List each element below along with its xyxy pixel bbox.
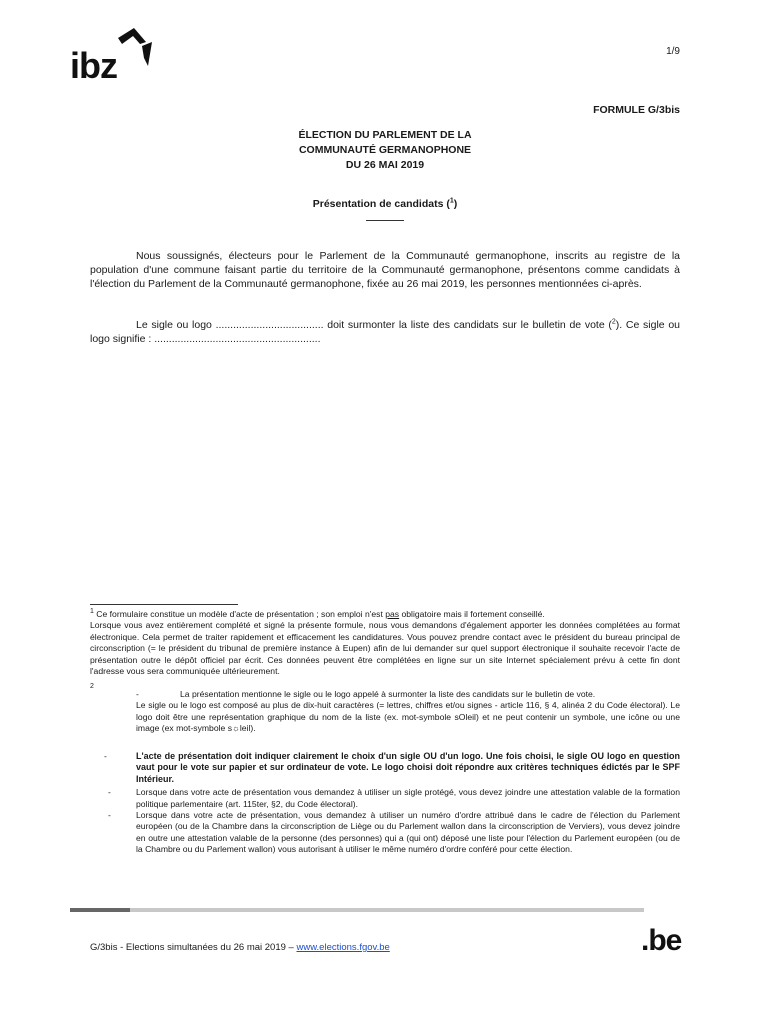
footnote-ref-2: 2 (611, 318, 616, 326)
footer-bar (70, 908, 644, 912)
list-item: - L'acte de présentation doit indiquer clairement le choix d'un sigle OU d'un logo. Une fois choisi, le sigle OU logo en question vaut pour le vote sur papier et sur ordinateur de vote. Le logo choisi doit répondre aux critères techniques édictés par le SPF Intérieur. (104, 751, 680, 784)
elections-link[interactable]: www.elections.fgov.be (296, 942, 390, 953)
footnote-bullets (104, 751, 680, 856)
title-line-2: COMMUNAUTÉ GERMANOPHONE (298, 144, 472, 156)
footer-text: G/3bis - Elections simultanées du 26 mai 2019 – www.elections.fgov.be (90, 942, 390, 953)
title-line-3: DU 26 MAI 2019 (345, 159, 425, 171)
page-number: 1/9 (666, 46, 680, 57)
footnote-2: - La présentation mentionne le sigle ou le logo appelé à surmonter la liste des candidats sur le bulletin de vote. Le sigle ou le logo est composé au plus de dix-huit caractères (= lettres, chiffres et/ou signes - article 116, § 4, alinéa 2 du Code électoral). Le logo doit être une représentation graphique du nom de la liste (ex. mot-symbole sOleil) et ne peut contenir un symbole, une icône ou une image (ex mot-symbole s☼leil). (136, 689, 680, 734)
be-logo: .be (641, 924, 682, 957)
footnote-divider (90, 604, 238, 605)
list-item: - Lorsque dans votre acte de présentation vous demandez à utiliser un sigle protégé, vous devez joindre une attestation valable de la formation politique parlementaire (art. 115ter, §2, du Code électoral). (108, 787, 680, 809)
title-divider (366, 220, 404, 221)
ibz-logo (70, 28, 152, 88)
ibz-roof-icon (114, 28, 152, 88)
footnote-1: $^1$ Ce formulaire constitue un modèle d'acte de présentation ; son emploi n'est pas obligatoire mais il fortement conseillé. Lorsque vous avez entièrement complété et signé la présente formule, nous vous demandons d'également apporter les données complétées au format électronique. Cela permet de traiter rapidement et efficacement les candidatures. Vous pouvez prendre contact avec le président du bureau principal de circonscription (= le président du tribunal de première instance à Eupen) afin de lui demander sur quel support électronique il souhaite recevoir l'acte de présentation outre le dépôt officiel par écrit. Ces données peuvent être complétées en ligne sur un site Internet spécialement prévu à cette fin dont l'adresse vous sera communiquée ultérieurement. (90, 608, 680, 677)
logo-paragraph: Le sigle ou logo ..................................... doit surmonter la liste des candidats sur le bulletin de vote ($^2$). Ce sigle ou logo signifie : ......................................................... (90, 318, 680, 345)
footnote-ref-1: 1 (449, 197, 454, 205)
document-subtitle: Présentation de candidats ($^1$) (312, 197, 458, 210)
intro-paragraph: Nous soussignés, électeurs pour le Parlement de la Communauté germanophone, inscrits au registre de la population d'une commune faisant partie du territoire de la Communauté germanophone, présentons comme candidats à l'élection du Parlement de la Communauté germanophone, fixée au 26 mai 2019, les personnes mentionnées ci-après. (90, 250, 680, 290)
footer-bar-accent (70, 908, 130, 912)
list-item: - Lorsque dans votre acte de présentation, vous demandez à utiliser un numéro d'ordre attribué dans le cadre de l'élection du Parlement européen (ou de la Chambre dans la circonscription de Liège ou du Parlement wallon dans la circonscription de Verviers), vous devez joindre en outre une attestation valable de la personne (des personnes) qui a (qui ont) déposé une liste pour l'élection du Parlement européen (ou de la Chambre ou du Parlement wallon) vous autorisant à utiliser le même numéro d'ordre conféré pour cette élection. (108, 810, 680, 855)
form-code: FORMULE G/3bis (593, 104, 680, 116)
footnote-2-number: 2 (90, 683, 94, 690)
ibz-logo-text: ibz (70, 45, 117, 86)
document-title (0, 128, 770, 173)
title-line-1: ÉLECTION DU PARLEMENT DE LA (298, 129, 472, 141)
